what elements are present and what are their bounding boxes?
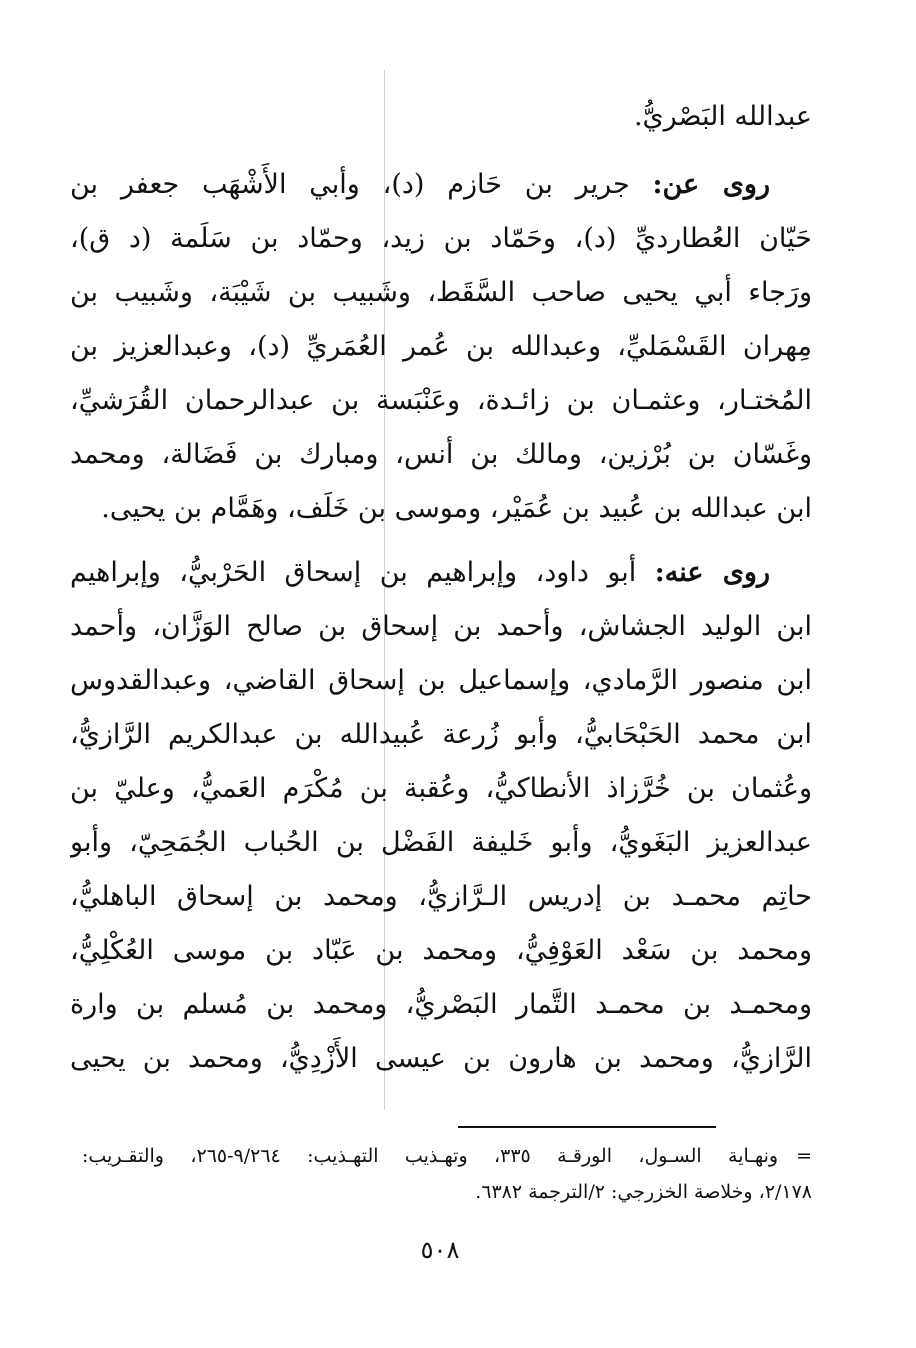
paragraph-line: ومحمد بن سَعْد العَوْفِيُّ، ومحمد بن عَبّاد بن موسى العُكْلِيُّ، (70, 935, 812, 966)
footnote-continuation-marker: = (796, 1145, 812, 1167)
paragraph-line (70, 158, 812, 212)
paragraph-line: المُختـار، وعثمـان بن زائـدة، وعَنْبَسة بن عبدالرحمان القُرَشيِّ، (70, 385, 812, 416)
paragraph-line: مِهران القَسْمَليِّ، وعبدالله بن عُمر العُمَريِّ (د)، وعبدالعزيز بن (70, 331, 812, 362)
paragraph-line: وغَسّان بن بُرْزين، ومالك بن أنس، ومبارك بن فَضَالة، ومحمد (70, 439, 812, 470)
footnote-line-text: ونهـاية السـول، الورقـة ٣٣٥، وتهـذيب التهـذيب: ٩/٢٦٤-٢٦٥، والتقـريب: (82, 1145, 779, 1167)
paragraph-line: عبدالعزيز البَغَويُّ، وأبو خَليفة الفَضْل بن الحُباب الجُمَحِيّ، وأبو (70, 827, 812, 858)
heading-block (70, 90, 812, 144)
paragraph-line-text: أبو داود، وإبراهيم بن إسحاق الحَرْبيُّ، وإبراهيم (70, 557, 637, 588)
paragraph-line: ابن منصور الرَّمادي، وإسماعيل بن إسحاق القاضي، وعبدالقدوس (70, 665, 812, 696)
narrated-from-label: روى عن: (652, 169, 770, 200)
paragraph-line: وعُثمان بن خُرَّزاذ الأنطاكيُّ، وعُقبة بن مُكْرَم العَميُّ، وعليّ بن (70, 773, 812, 804)
paragraph-line: ومحمـد بن محمـد التَّمار البَصْريُّ، ومحمد بن مُسلم بن وارة (70, 989, 812, 1020)
narrated-from-paragraph (70, 158, 812, 536)
paragraph-line: ابن عبدالله بن عُبيد بن عُمَيْر، وموسى بن خَلَف، وهَمَّام بن يحيى. (101, 493, 812, 524)
footnote-line (82, 1138, 812, 1174)
paragraph-line: ابن محمد الحَبْحَابيُّ، وأبو زُرعة عُبيدالله بن عبدالكريم الرَّازيُّ، (70, 719, 812, 750)
paragraph-line: حَيّان العُطارديِّ (د)، وحَمّاد بن زيد، وحمّاد بن سَلَمة (د ق)، (70, 223, 812, 254)
continuation-line: عبدالله البَصْريُّ. (633, 101, 812, 132)
paragraph-line: ابن الوليد الجشاش، وأحمد بن إسحاق بن صالح الوَزَّان، وأحمد (70, 611, 812, 642)
paragraph-line: ورَجاء أبي يحيى صاحب السَّقَط، وشَبيب بن شَيْبَة، وشَبيب بن (70, 277, 812, 308)
paragraph-line: الرَّازيُّ، ومحمد بن هارون بن عيسى الأَزْدِيُّ، ومحمد بن يحيى (70, 1043, 812, 1074)
page-number: ٥٠٨ (420, 1236, 460, 1264)
narrated-by-label: روى عنه: (654, 557, 770, 588)
footnote-block (82, 1138, 812, 1210)
footnote-divider (458, 1126, 716, 1128)
paragraph-line (70, 546, 812, 600)
paragraph-line: حاتِم محمـد بن إدريس الـرَّازيُّ، ومحمد بن إسحاق الباهليُّ، (70, 881, 812, 912)
narrated-by-paragraph (70, 546, 812, 1086)
footnote-line: ٢/١٧٨، وخلاصة الخزرجي: ٢/الترجمة ٦٣٨٢. (475, 1181, 812, 1203)
paragraph-line-text: جرير بن حَازم (د)، وأبي الأَشْهَب جعفر بن (70, 169, 630, 200)
